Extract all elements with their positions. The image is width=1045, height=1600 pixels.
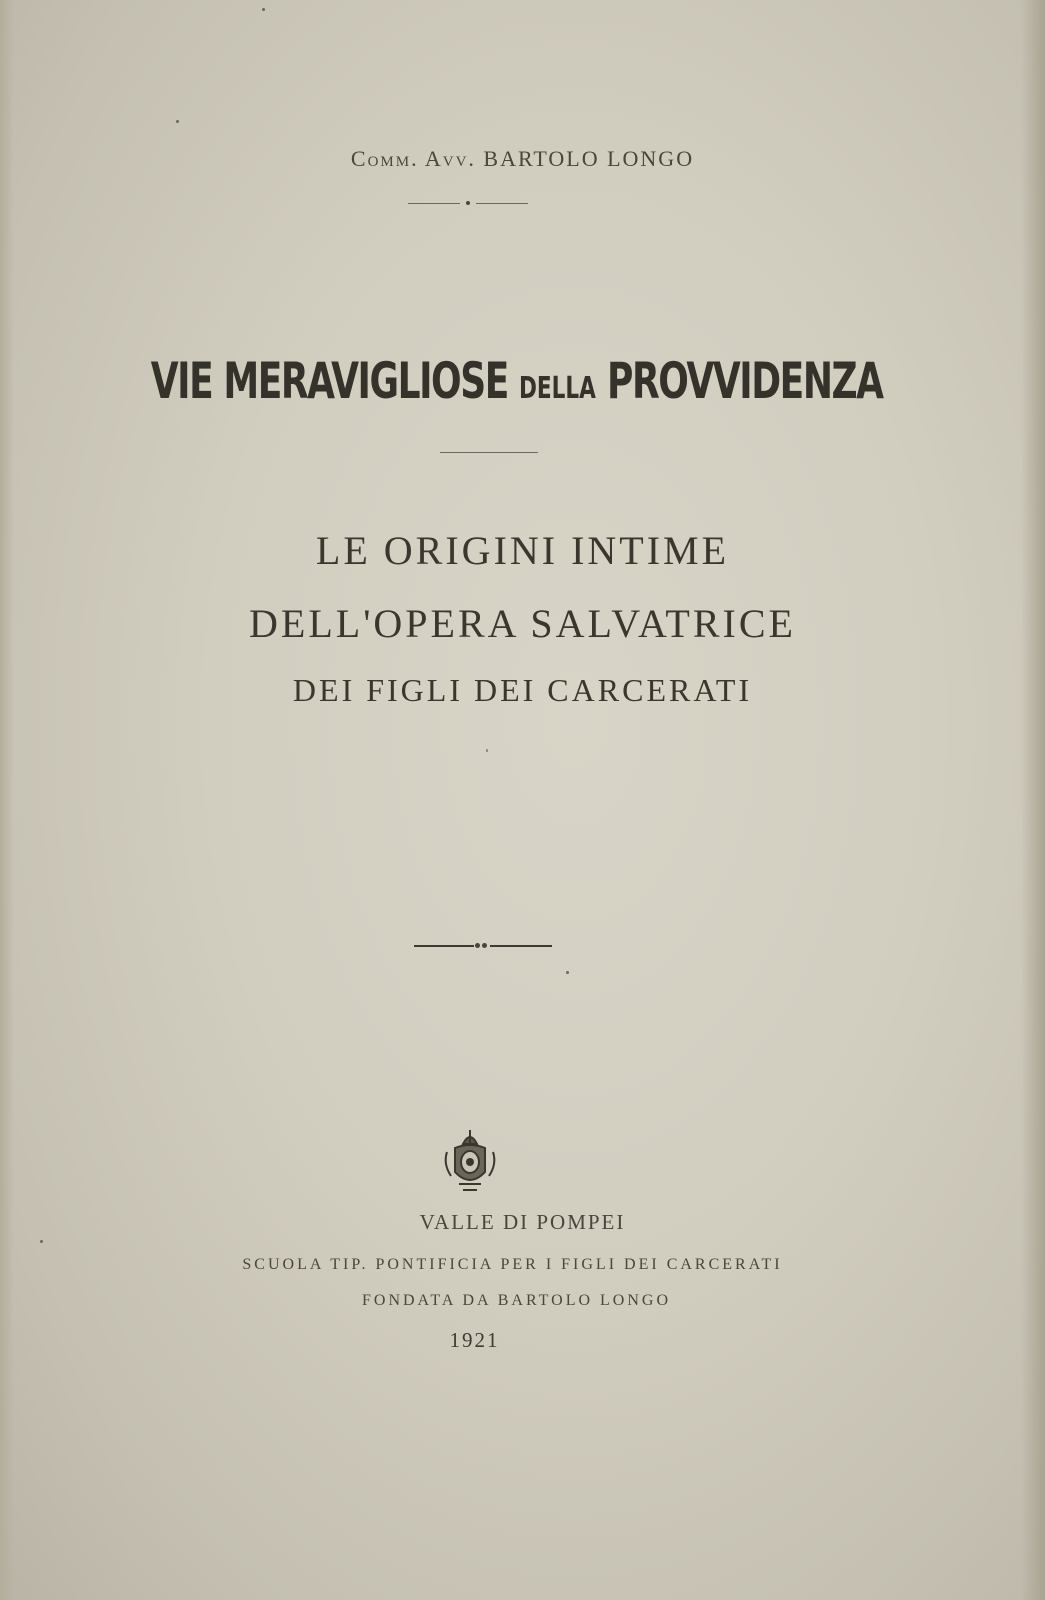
divider-ornament-icon xyxy=(475,943,480,948)
subtitle-line-3: DEI FIGLI DEI CARCERATI xyxy=(292,672,753,708)
founded-by-line: FONDATA DA BARTOLO LONGO xyxy=(361,1292,672,1309)
author-line: Comm. Avv. BARTOLO LONGO xyxy=(350,146,695,171)
main-title xyxy=(140,352,892,410)
page-edge-right xyxy=(1021,0,1045,1600)
divider-ornament-icon xyxy=(466,201,470,205)
title-divider-rule xyxy=(440,452,538,453)
ink-mark: ˌ xyxy=(484,732,490,752)
paper-speck xyxy=(566,971,569,974)
center-ornament-rule-right xyxy=(490,945,552,947)
paper-speck xyxy=(40,1240,43,1243)
papal-crest-icon xyxy=(441,1128,499,1198)
subtitle-line-1: LE ORIGINI INTIME xyxy=(315,528,730,573)
title-part1: VIE MERAVIGLIOSE xyxy=(150,352,508,410)
page-edge-left xyxy=(0,0,14,1600)
paper-speck xyxy=(262,8,265,11)
publication-year: 1921 xyxy=(449,1328,500,1352)
center-ornament-rule-left xyxy=(414,945,474,947)
author-ornament-rule-left xyxy=(408,203,460,204)
title-part2: PROVVIDENZA xyxy=(607,352,883,410)
printer-name: SCUOLA TIP. PONTIFICIA PER I FIGLI DEI CARCERATI xyxy=(242,1256,783,1273)
publication-place: VALLE DI POMPEI xyxy=(419,1210,626,1234)
title-connector: DELLA xyxy=(518,371,596,406)
subtitle-line-2: DELL'OPERA SALVATRICE xyxy=(249,601,796,646)
divider-ornament-icon xyxy=(482,943,487,948)
paper-speck xyxy=(176,120,179,123)
author-ornament-rule-right xyxy=(476,203,528,204)
